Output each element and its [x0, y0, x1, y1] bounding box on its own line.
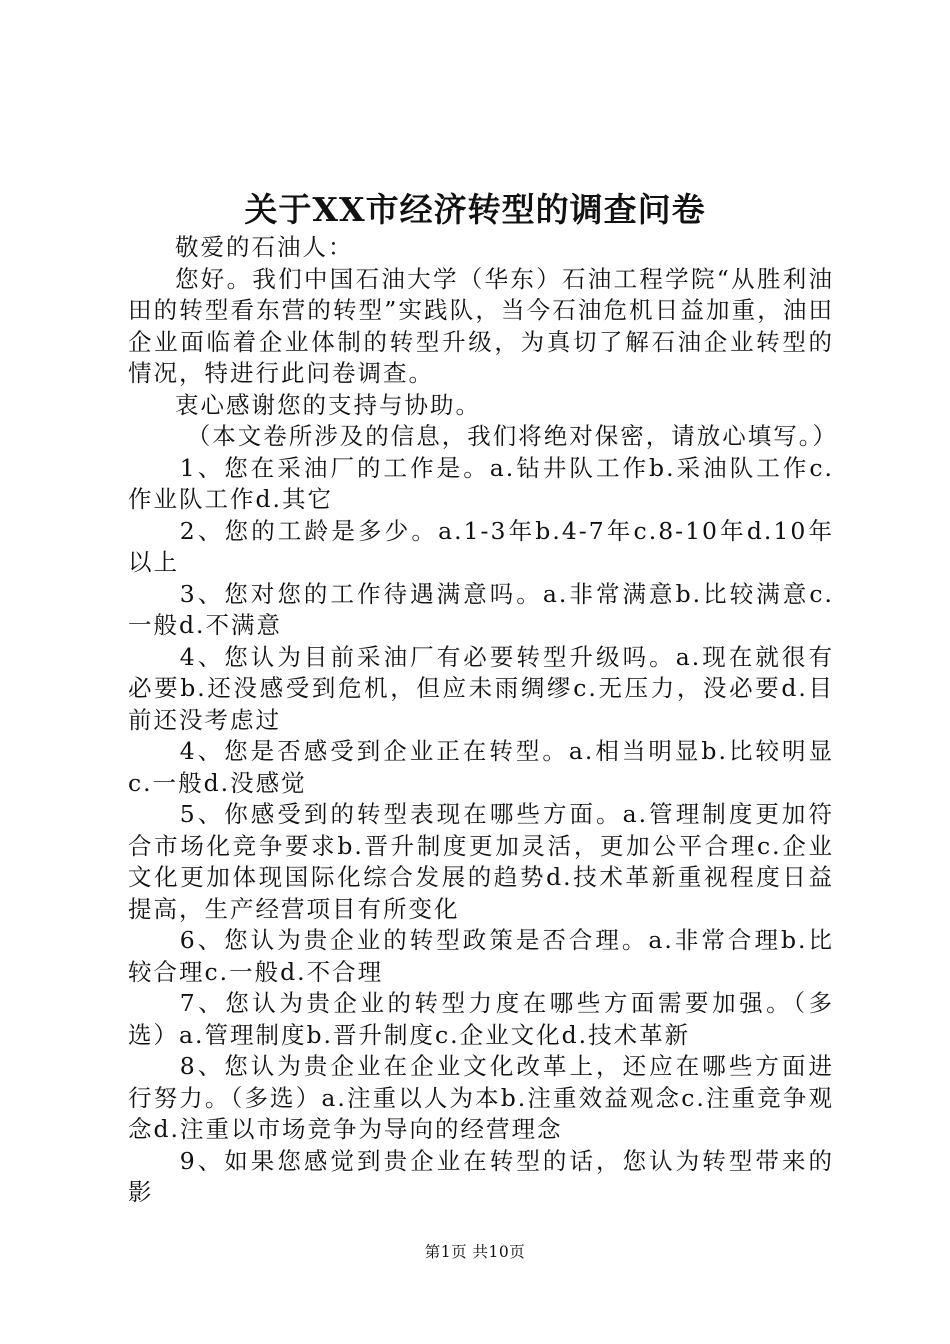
question-6: 6、您认为贵企业的转型政策是否合理。a.非常合理b.比较合理c.一般d.不合理 — [128, 926, 834, 986]
confidentiality-note: （本文卷所涉及的信息，我们将绝对保密，请放心填写。） — [186, 422, 838, 450]
thanks-paragraph: 衷心感谢您的支持与协助。 — [175, 390, 481, 419]
document-title: 关于XX市经济转型的调查问卷 — [244, 190, 706, 229]
question-7: 7、您认为贵企业的转型力度在哪些方面需要加强。（多选）a.管理制度b.晋升制度c.企业文化d.技术革新 — [128, 989, 834, 1049]
question-4a: 4、您认为目前采油厂有必要转型升级吗。a.现在就很有必要b.还没感受到危机，但应未雨绸缪c.无压力，没必要d.目前还没考虑过 — [128, 642, 834, 734]
question-5: 5、你感受到的转型表现在哪些方面。a.管理制度更加符合市场化竞争要求b.晋升制度更加灵活，更加公平合理c.企业文化更加体现国际化综合发展的趋势d.技术革新重视程度日益提高，生产经营项目有所变化 — [128, 800, 834, 923]
question-4b: 4、您是否感受到企业正在转型。a.相当明显b.比较明显c.一般d.没感觉 — [128, 737, 834, 797]
salutation: 敬爱的石油人： — [175, 233, 354, 261]
question-1: 1、您在采油厂的工作是。a.钻井队工作b.采油队工作c.作业队工作d.其它 — [128, 453, 834, 513]
question-8: 8、您认为贵企业在企业文化改革上，还应在哪些方面进行努力。（多选）a.注重以人为本b.注重效益观念c.注重竞争观念d.注重以市场竞争为导向的经营理念 — [128, 1052, 834, 1143]
page-footer: 第1页 共10页 — [424, 1243, 526, 1261]
question-2: 2、您的工龄是多少。a.1-3年b.4-7年c.8-10年d.10年以上 — [128, 516, 834, 576]
intro-paragraph: 您好。我们中国石油大学（华东）石油工程学院“从胜利油田的转型看东营的转型”实践队，当今石油危机日益加重，油田企业面临着企业体制的转型升级，为真切了解石油企业转型的情况，特进行此问卷调查。 — [128, 264, 834, 387]
question-9: 9、如果您感觉到贵企业在转型的话，您认为转型带来的影 — [128, 1146, 834, 1206]
document-body — [128, 232, 838, 1209]
question-3: 3、您对您的工作待遇满意吗。a.非常满意b.比较满意c.一般d.不满意 — [128, 579, 834, 639]
